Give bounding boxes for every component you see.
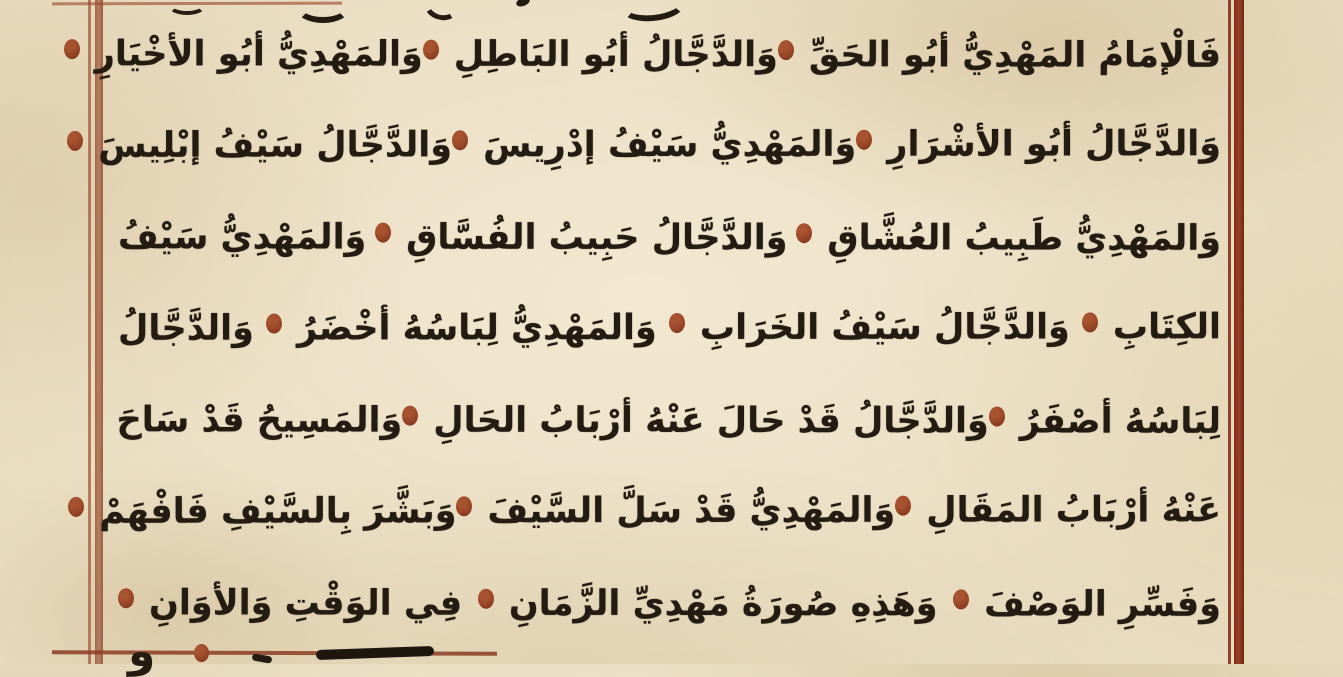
separator-dot (1082, 312, 1098, 332)
separator-dot (402, 405, 418, 425)
text-segment: وَالمَهْدِيُّ سَيْفُ (117, 216, 367, 258)
text-segment: وَفَسِّرِ الوَصْفَ (984, 584, 1222, 625)
phrase-group (68, 491, 456, 532)
separator-dot (194, 644, 209, 662)
frame-rule-right-thin (1228, 0, 1231, 664)
text-segment: وَبَشَّرَ بِالسَّيْفِ فَافْهَمْ (99, 490, 457, 532)
phrase-group (118, 308, 254, 348)
text-segment: عَنْهُ أرْبَابُ المَقَالِ (926, 489, 1222, 530)
text-line (118, 191, 1221, 284)
phrase-group (452, 124, 856, 165)
frame-rule-right-thick (1234, 0, 1244, 664)
text-segment: وَالمَهْدِيُّ سَيْفُ إدْرِيسَ (483, 123, 857, 165)
cut-letter: و (128, 626, 156, 677)
separator-dot (669, 312, 685, 332)
phrase-group (375, 217, 788, 258)
phrase-group (856, 123, 1221, 164)
text-segment: وَالدَّجَّالُ سَيْفُ الخَرَابِ (699, 306, 1070, 348)
separator-dot (67, 130, 83, 150)
cut-glyph-fragment (515, 0, 531, 8)
text-line (118, 557, 1221, 650)
text-segment: الكِتَابِ (1112, 306, 1222, 347)
text-segment: فِي الوَقْتِ وَالأوَانِ (148, 583, 463, 624)
phrase-group (266, 307, 657, 348)
phrase-group (778, 35, 1221, 76)
text-segment: وَالدَّجَّالُ أبُو الأشْرَارِ (887, 123, 1222, 164)
text-segment: لِبَاسُهُ أصْفَرُ (1019, 401, 1222, 442)
separator-dot (796, 223, 812, 243)
separator-dot (778, 40, 794, 60)
phrase-group (989, 401, 1221, 441)
text-segment: وَالمَهْدِيُّ لِبَاسُهُ أخْضَرُ (296, 307, 657, 348)
text-segment: وَالمَهْدِيُّ قَدْ سَلَّ السَّيْفَ (487, 489, 896, 531)
text-line (94, 8, 1222, 101)
frame-rule-left-inner (95, 0, 103, 664)
separator-dot (266, 313, 282, 333)
text-segment: وَالمَسِيحُ قَدْ سَاحَ (116, 399, 403, 441)
separator-dot (452, 130, 468, 150)
separator-dot (375, 222, 391, 242)
separator-dot (423, 39, 439, 59)
text-block (94, 8, 1222, 649)
phrase-group (796, 218, 1221, 259)
phrase-group (118, 217, 366, 257)
phrase-group (402, 400, 989, 441)
phrase-group (64, 34, 423, 75)
phrase-group (895, 489, 1221, 529)
separator-dot (118, 588, 134, 608)
text-segment: وَالدَّجَّالُ (117, 307, 254, 349)
phrase-group (456, 490, 895, 531)
phrase-group (669, 307, 1070, 348)
phrase-group (478, 583, 938, 624)
text-segment: وَالدَّجَّالُ أبُو البَاطِلِ (453, 34, 778, 75)
text-segment: فَالْإمَامُ المَهْدِيُّ أبُو الحَقِّ (808, 34, 1222, 76)
text-segment: وَهَذِهِ صُورَةُ مَهْدِيِّ الزَّمَانِ (508, 583, 938, 625)
phrase-group (953, 584, 1221, 624)
separator-dot (895, 495, 911, 515)
text-segment: وَالدَّجَّالُ قَدْ حَالَ عَنْهُ أرْبَابُ الحَالِ (433, 400, 989, 442)
text-line (99, 464, 1222, 557)
text-segment: وَالدَّجَّالُ سَيْفُ إبْلِيسَ (98, 124, 453, 166)
text-line (98, 98, 1222, 191)
separator-dot (989, 406, 1005, 426)
phrase-group (1082, 306, 1221, 346)
text-segment: وَالمَهْدِيُّ طَبِيبُ العُشَّاقِ (827, 217, 1222, 259)
separator-dot (64, 39, 80, 59)
separator-dot (456, 496, 472, 516)
separator-dot (856, 129, 872, 149)
text-line (118, 281, 1221, 374)
frame-rule-left-outer (88, 0, 91, 664)
phrase-group (67, 125, 452, 166)
text-line (118, 374, 1221, 467)
phrase-group (423, 34, 778, 74)
phrase-group (116, 400, 402, 440)
phrase-group (118, 583, 462, 623)
text-segment: وَالدَّجَّالُ حَبِيبُ الفُسَّاقِ (406, 217, 788, 258)
separator-dot (953, 589, 969, 609)
separator-dot (478, 588, 494, 608)
text-segment: وَالمَهْدِيُّ أبُو الأخْيَارِ (94, 33, 423, 75)
separator-dot (68, 496, 84, 516)
